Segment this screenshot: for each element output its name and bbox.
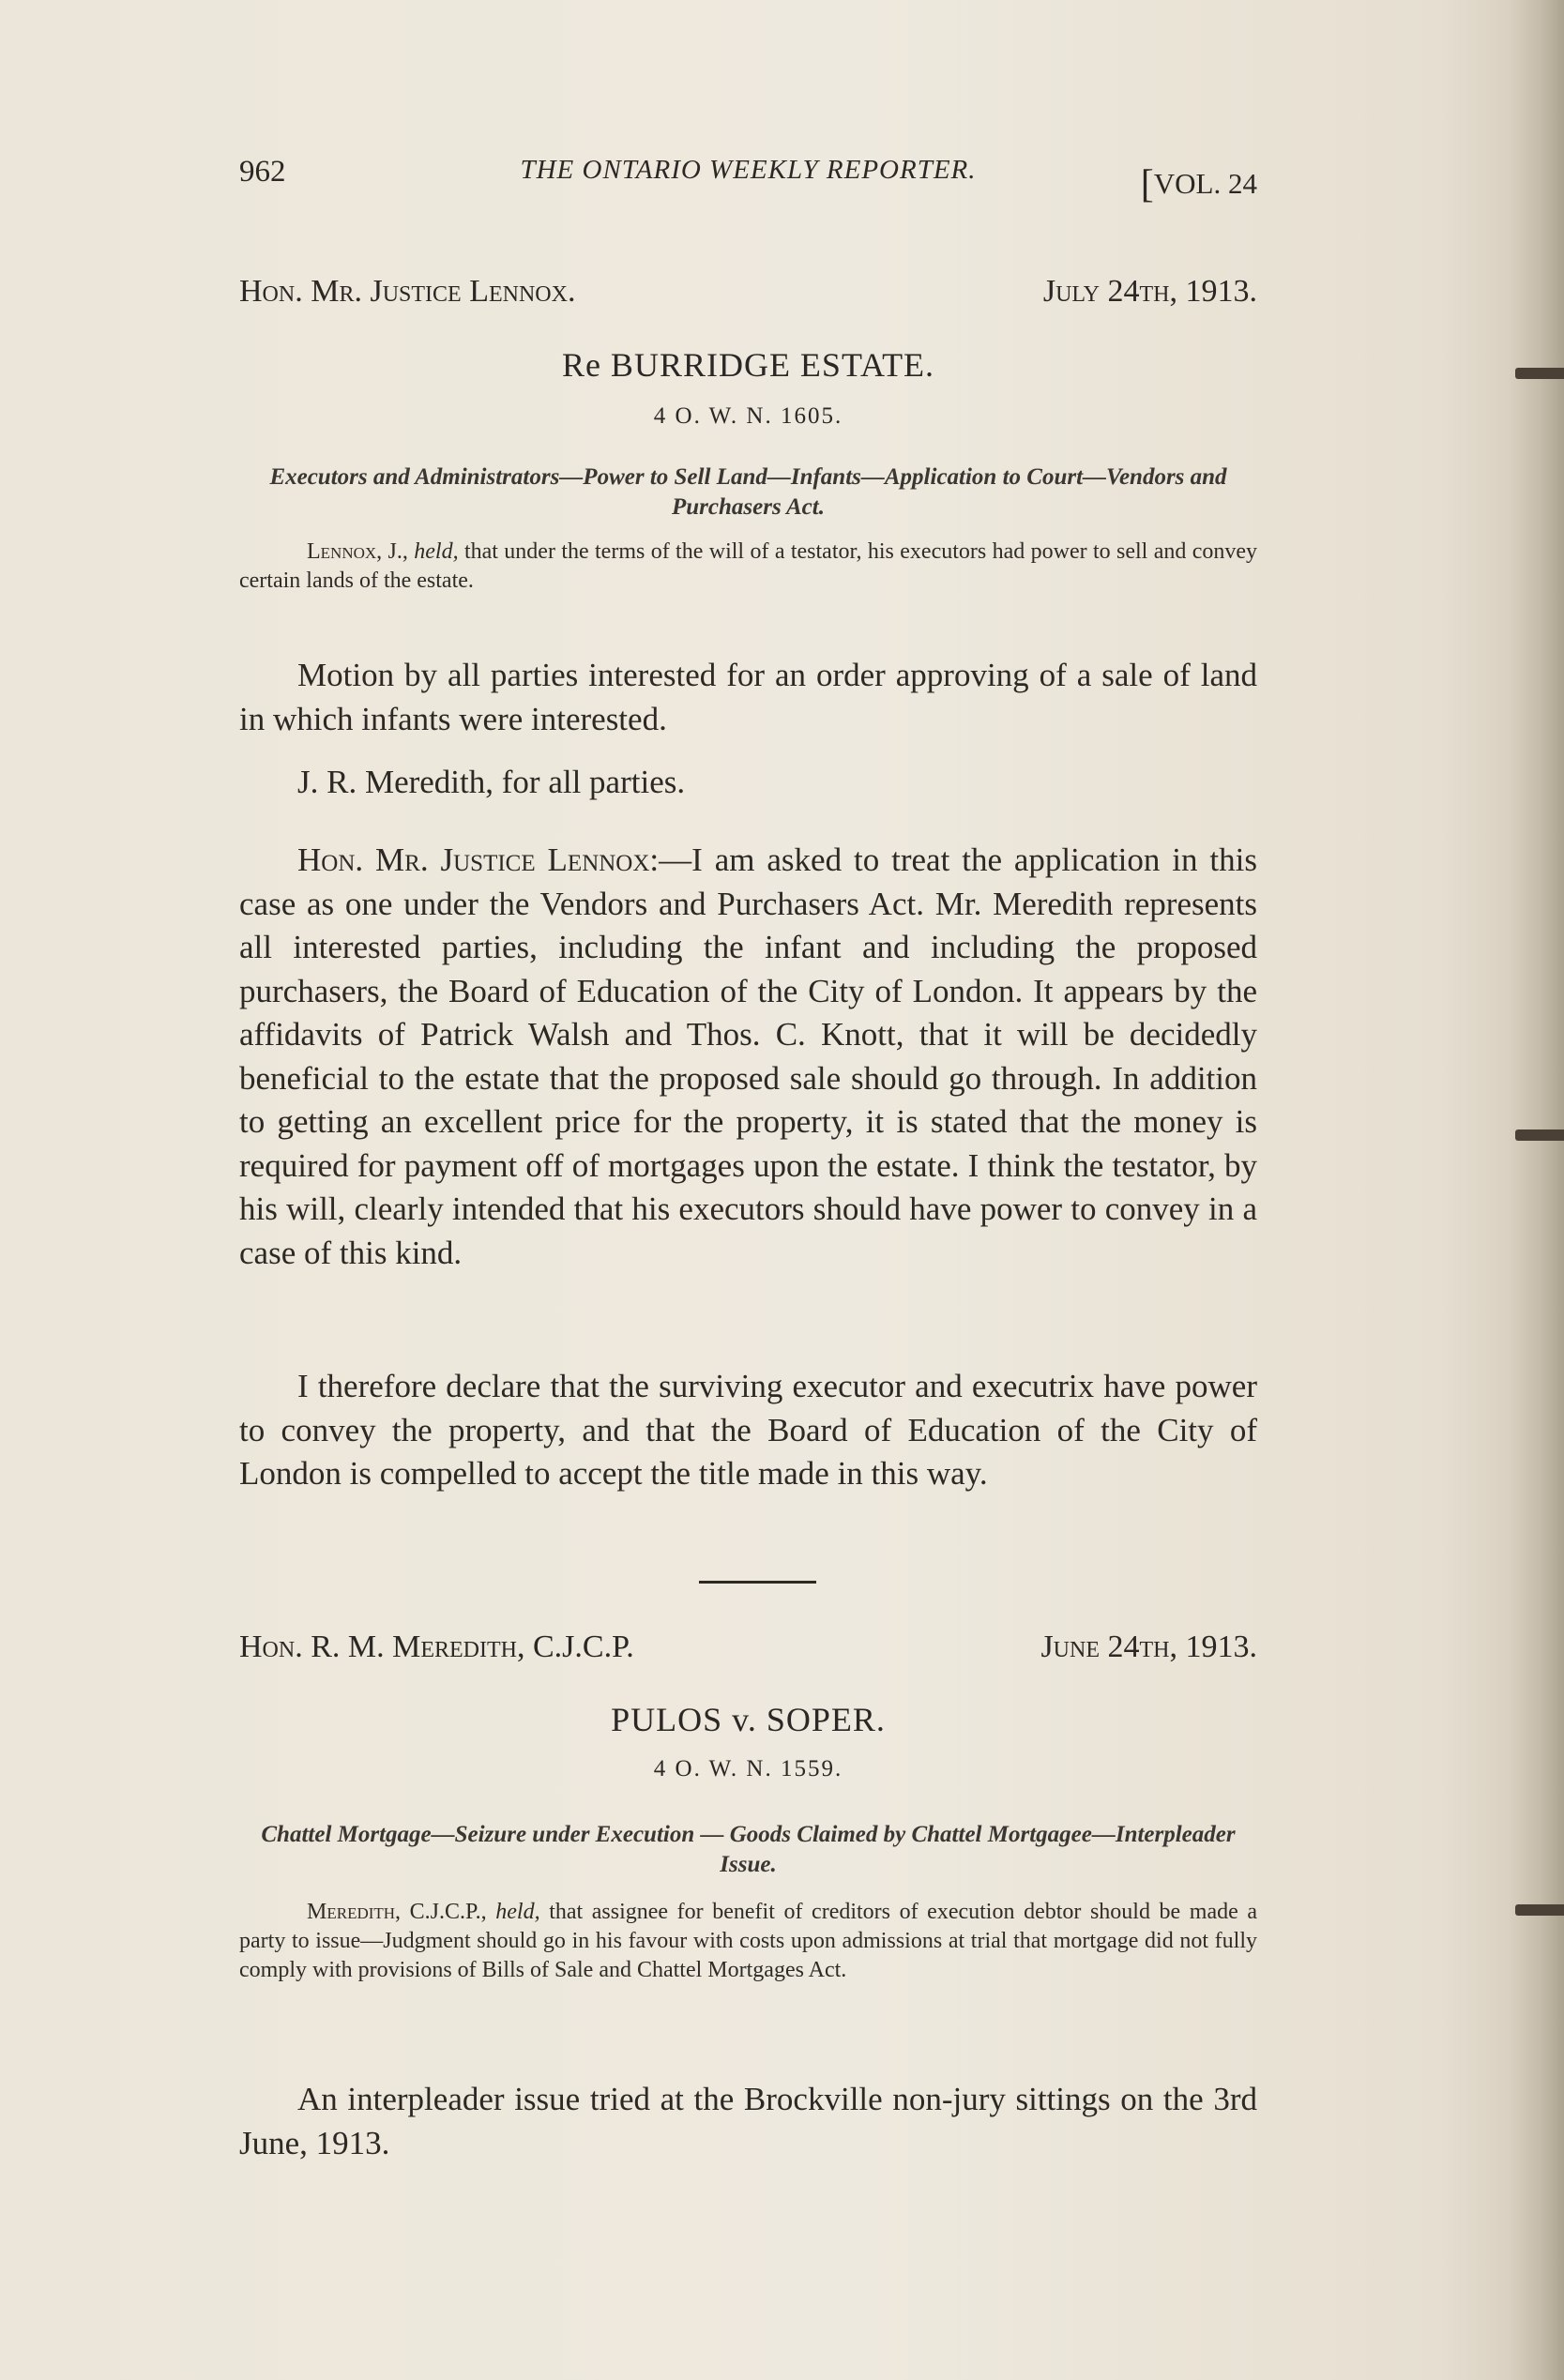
- case2-headnote-text: that assignee for benefit of creditors of execution debtor should be made a party to issue—Judgment should go in his favour with costs upon admissions at trial that mortgage did not fully comply with provisions of Bills of Sale and Chattel Mortgages Act.: [239, 1900, 1258, 1982]
- case2-title: PULOS v. SOPER.: [611, 1701, 886, 1738]
- case2-headnote-judge: Meredith, C.J.C.P.,: [307, 1900, 487, 1924]
- page-header: [239, 155, 1257, 211]
- case1-counsel-text: J. R. Meredith, for all parties.: [297, 764, 686, 800]
- binding-tab: [1515, 1129, 1564, 1141]
- case2-catchwords: Chattel Mortgage—Seizure under Execution — Goods Claimed by Chattel Mortgagee—Interpleader Issue.: [261, 1822, 1236, 1877]
- case2-headnote: [239, 1898, 1257, 1985]
- case2-intro-text: An interpleader issue tried at the Brockville non-jury sittings on the 3rd June, 1913.: [239, 2081, 1257, 2161]
- case1-headnote-text: that under the terms of the will of a testator, his executors had power to sell and convey certain lands of the estate.: [239, 539, 1258, 593]
- binding-tab: [1515, 368, 1564, 379]
- volume-bracket: [: [1140, 163, 1154, 206]
- case1-catchwords: Executors and Administrators—Power to Sell Land—Infants—Application to Court—Vendors and Purchasers Act.: [269, 464, 1227, 520]
- case1-judgment-text: :—I am asked to treat the application in this case as one under the Vendors and Purchasers Act. Mr. Meredith represents all interested parties, including the infant and including the proposed purchasers, the Board of Education of the City of London. It appears by the affidavits of Patrick Walsh and Thos. C. Knott, that it will be decidedly beneficial to the estate that the proposed sale should go through. In addition to getting an excellent price for the property, it is stated that the money is required for payment off of mortgages upon the estate. I think the testator, by his will, clearly intended that his executors should have power to convey in a case of this kind.: [239, 841, 1258, 1271]
- case1-declaration: [239, 1365, 1257, 1496]
- case1-judge: Hon. Mr. Justice Lennox.: [239, 274, 576, 309]
- case1-citation: 4 O. W. N. 1605.: [653, 403, 843, 429]
- binding-tab: [1515, 1904, 1564, 1916]
- page-number: 962: [239, 155, 286, 189]
- section-divider: [699, 1581, 816, 1584]
- case1-title: Re BURRIDGE ESTATE.: [561, 346, 935, 384]
- case1-motion: [239, 654, 1257, 741]
- volume-text: VOL. 24: [1153, 167, 1257, 200]
- case2-intro: [239, 2078, 1257, 2165]
- volume-label: [1141, 162, 1257, 207]
- case2-headnote-held: held,: [495, 1900, 540, 1924]
- case1-judgment-speaker: Hon. Mr. Justice Lennox: [297, 841, 650, 878]
- case2-citation: 4 O. W. N. 1559.: [653, 1756, 843, 1781]
- case1-headnote: [239, 538, 1257, 596]
- case2-date: June 24th, 1913.: [1040, 1630, 1257, 1664]
- case2-judge: Hon. R. M. Meredith, C.J.C.P.: [239, 1630, 634, 1664]
- case1-headnote-judge: Lennox, J.,: [307, 539, 408, 564]
- case1-motion-text: Motion by all parties interested for an order approving of a sale of land in which infants were interested.: [239, 657, 1257, 737]
- page-edge-shadow: [1508, 0, 1564, 2380]
- case1-date: July 24th, 1913.: [1042, 274, 1257, 309]
- case1-headnote-held: held,: [414, 539, 459, 564]
- case1-counsel: [239, 761, 1257, 805]
- running-title: THE ONTARIO WEEKLY REPORTER.: [520, 155, 977, 185]
- case1-declaration-text: I therefore declare that the surviving executor and executrix have power to convey the property, and that the Board of Education of the City of London is compelled to accept the title made in this way.: [239, 1368, 1257, 1492]
- case1-judgment: [239, 839, 1257, 1275]
